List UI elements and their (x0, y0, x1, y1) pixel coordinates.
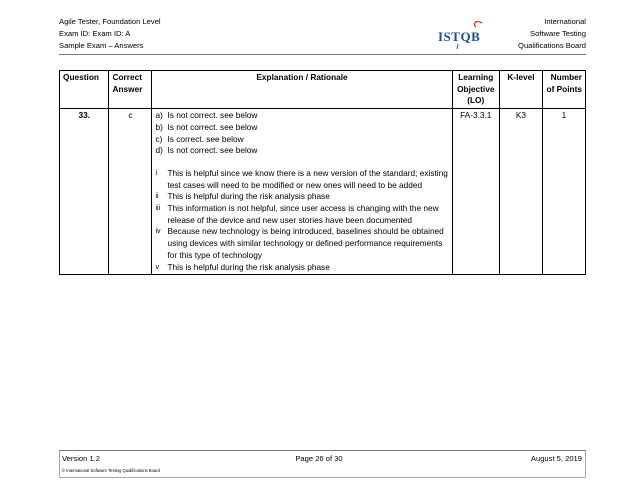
col-header-learning-objective: Learning Objective (LO) (452, 71, 499, 109)
col-header-k-level: K-level (499, 71, 542, 109)
learning-objective: FA-3.3.1 (452, 109, 499, 275)
header-right (518, 16, 586, 52)
correct-answer: c (109, 109, 152, 275)
header-left (59, 16, 161, 52)
header-line-3: Sample Exam – Answers (59, 41, 144, 50)
header-divider (59, 54, 586, 55)
points: 1 (542, 109, 585, 275)
option-a: a) Is not correct. see below (155, 110, 258, 121)
table-row (60, 109, 586, 275)
logo-text: ISTQB (438, 29, 481, 44)
note-v: v This is helpful during the risk analysis phase (155, 261, 330, 272)
header-line-1: Agile Tester, Foundation Level (59, 17, 161, 26)
option-b: b) Is not correct. see below (155, 121, 258, 132)
note-iii: iii This information is not helpful, since user access is changing with the new release of the device and new user stories have been documented (155, 203, 439, 225)
col-header-correct-answer: Correct Answer (109, 71, 152, 109)
k-level: K3 (499, 109, 542, 275)
header-line-2: Exam ID: Exam ID: A (59, 29, 131, 38)
col-header-explanation: Explanation / Rationale (152, 71, 452, 109)
footer-version: Version 1.2 (62, 454, 100, 463)
note-iv: iv Because new technology is being introduced, baselines should be obtained using devices with similar technology or defined performance requirements for this type of technology (155, 226, 444, 260)
header-right-line-1: International (544, 17, 586, 26)
note-ii: ii This is helpful during the risk analysis phase (155, 191, 330, 202)
header-right-line-3: Qualifications Board (518, 41, 586, 50)
footer-divider (59, 450, 586, 451)
istqb-logo (438, 18, 488, 52)
table-header-row (60, 71, 586, 109)
header-right-line-2: Software Testing (530, 29, 586, 38)
note-i: i This is helpful since we know there is a new version of the standard; existing test cases will need to be modified or new ones will need to be added (155, 167, 448, 190)
col-header-question: Question (60, 71, 109, 109)
footer-copyright: © International Software Testing Qualifications Board (62, 468, 160, 473)
logo-swoosh-icon (438, 18, 488, 52)
footer-date: August 5, 2019 (530, 454, 582, 463)
option-c: c) Is correct. see below (155, 133, 244, 144)
question-number: 33. (60, 109, 109, 275)
footer-page-number: Page 26 of 30 (295, 454, 343, 463)
answer-table (59, 70, 586, 275)
explanation-cell (152, 109, 452, 275)
option-d: d) Is not correct. see below (155, 145, 258, 156)
col-header-points: Number of Points (542, 71, 585, 109)
